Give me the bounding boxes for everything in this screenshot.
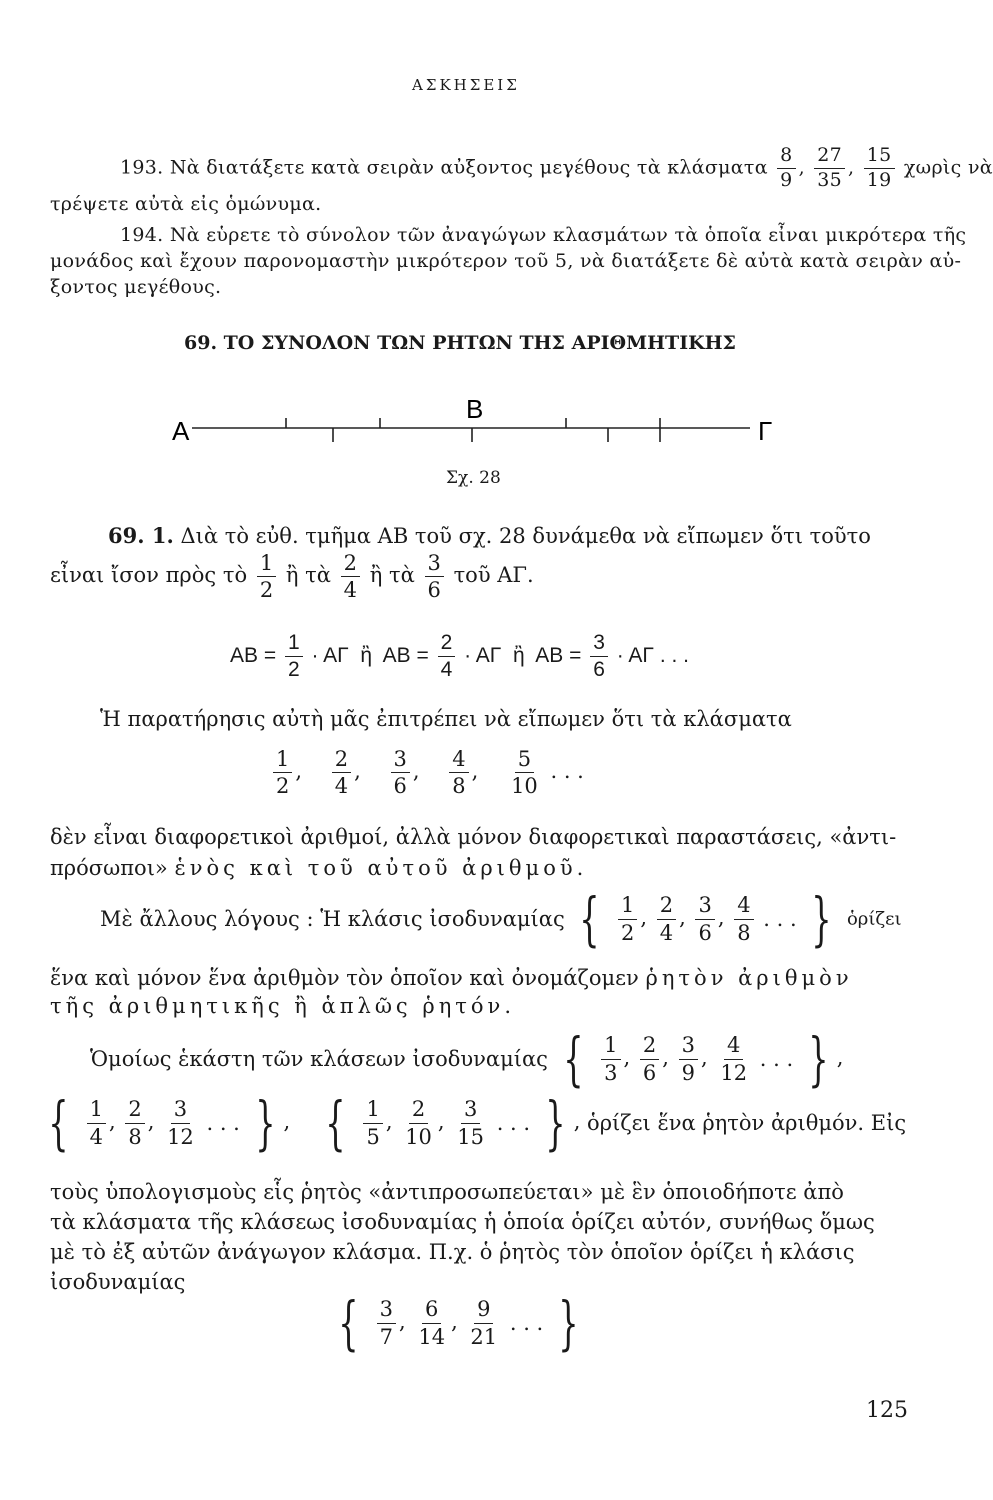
right-brace: }: [808, 1025, 829, 1093]
fraction: $\frac{1}{4}$: [87, 1098, 106, 1147]
paragraph-computations-line3: μὲ τὸ ἐξ αὐτῶν ἀνάγωγον κλάσμα. Π.χ. ὁ ῥητὸς τὸν ὁποῖον ὁρίζει ἡ κλάσις: [50, 1240, 855, 1264]
fraction: $\frac{4}{8}$: [734, 894, 753, 943]
fraction: $\frac{8}{9}$: [777, 146, 795, 191]
figure-caption: Σχ. 28: [446, 468, 501, 488]
fraction: $\frac{9}{21}$: [470, 1297, 498, 1349]
paragraph-69-1-line2: εἶναι ἴσον πρὸς τὸ $\frac{1}{2}$ ἢ τὰ $\frac{2}{4}$ ἢ τὰ $\frac{3}{6}$ τοῦ ΑΓ.: [50, 551, 534, 603]
paragraph-similarly: Ὁμοίως ἑκάστη τῶν κλάσεων ἰσοδυναμίας { $\frac{1}{3}$ , $\frac{2}{6}$ , $\frac{3}{9}$ , $\frac{4}{12}$ . . . } ,: [90, 1025, 844, 1093]
final-set: { $\frac{3}{7}$ , $\frac{6}{14}$ , $\frac{9}{21}$ . . . }: [338, 1289, 579, 1357]
right-brace: }: [254, 1089, 276, 1157]
fraction-series: $\frac{1}{2}$ , $\frac{2}{4}$ , $\frac{3}{6}$ , $\frac{4}{8}$ , $\frac{5}{10}$ . . .: [270, 748, 584, 797]
fraction: $\frac{3}{12}$: [167, 1097, 194, 1149]
fraction: $\frac{2}{4}$: [341, 552, 360, 601]
exercise-194-line1: 194. Νὰ εὑρετε τὸ σύνολον τῶν ἀναγώγων κλασμάτων τὰ ὁποῖα εἶναι μικρότερα τῆς: [120, 224, 967, 246]
page-number: 125: [866, 1398, 908, 1423]
figure-label-g: Γ: [758, 416, 773, 446]
fraction: $\frac{2}{4}$: [332, 748, 351, 797]
paragraph-computations-line2: τὰ κλάσματα τῆς κλάσεως ἰσοδυναμίας ἡ ὁποία ὁρίζει αὐτόν, συνήθως ὅμως: [50, 1210, 875, 1234]
paragraph-number: 69. 1.: [108, 523, 174, 548]
fraction: $\frac{3}{6}$: [391, 748, 410, 797]
exercise-194-line2: μονάδος καὶ ἔχουν παρονομαστὴν μικρότερον τοῦ 5, νὰ διατάξετε δὲ αὐτὰ κατὰ σειρὰν αὐ-: [50, 250, 962, 272]
equation-ab: ΑΒ = $\frac{1}{2}$ · ΑΓ ἢ ΑΒ = $\frac{2}{4}$ · ΑΓ ἢ ΑΒ = $\frac{3}{6}$ · ΑΓ . . .: [230, 631, 689, 682]
paragraph-equivalence-line3: τῆς ἀριθμητικῆς ἢ ἁπλῶς ῥητόν.: [50, 994, 516, 1018]
fraction: $\frac{15}{19}$: [864, 146, 895, 191]
fraction: $\frac{2}{6}$: [640, 1034, 659, 1083]
page-header: ΑΣΚΗΣΕΙΣ: [412, 76, 520, 94]
section-title: 69. ΤΟ ΣΥΝΟΛΟΝ ΤΩΝ ΡΗΤΩΝ ΤΗΣ ΑΡΙΘΜΗΤΙΚΗΣ: [184, 332, 736, 354]
figure-label-a: Α: [172, 416, 190, 446]
fraction: $\frac{1}{2}$: [618, 894, 637, 943]
fraction: $\frac{2}{8}$: [125, 1098, 144, 1147]
fraction: $\frac{1}{3}$: [601, 1034, 620, 1083]
fraction: $\frac{1}{2}$: [257, 552, 276, 601]
paragraph-representatives-line2: πρόσωποι» ἑνὸς καὶ τοῦ αὐτοῦ ἀριθμοῦ.: [50, 856, 588, 880]
fraction: $\frac{3}{6}$: [695, 894, 714, 943]
paragraph-computations-line4: ἰσοδυναμίας: [50, 1270, 186, 1294]
figure-label-b: Β: [466, 394, 484, 424]
paragraph-representatives-line1: δὲν εἶναι διαφορετικοὶ ἀριθμοί, ἀλλὰ μόνον διαφορετικαὶ παραστάσεις, «ἀντι-: [50, 825, 897, 849]
fraction: $\frac{3}{6}$: [425, 552, 444, 601]
fraction: $\frac{3}{15}$: [457, 1097, 485, 1149]
right-brace: }: [811, 885, 832, 953]
fraction: $\frac{5}{10}$: [511, 747, 538, 799]
fraction: $\frac{27}{35}$: [814, 146, 845, 191]
left-brace: {: [325, 1089, 346, 1157]
exercise-193: 193. Νὰ διατάξετε κατὰ σειρὰν αὐξοντος μεγέθους τὰ κλάσματα $\frac{8}{9}$ , $\frac{27}{35}$ , $\frac{15}{19}$ χωρὶς νὰ: [120, 144, 993, 191]
right-brace: }: [558, 1289, 579, 1357]
paragraph-similarly-sets: { $\frac{1}{4}$ , $\frac{2}{8}$ , $\frac{3}{12}$ . . . } , { $\frac{1}{5}$ , $\frac{2}{10}$ , $\frac{3}{15}$ . . . } , ὁρίζει ἕνα ῥητὸν ἀριθμόν. Εἰς: [48, 1089, 907, 1157]
fraction: $\frac{1}{2}$: [273, 748, 292, 797]
paragraph-equivalence-class: Μὲ ἄλλους λόγους : Ἡ κλάσις ἰσοδυναμίας { $\frac{1}{2}$ , $\frac{2}{4}$ , $\frac{3}{6}$ , $\frac{4}{8}$ . . . } ὁρίζει: [100, 885, 902, 953]
paragraph-equivalence-line2: ἕνα καὶ μόνον ἕνα ἀριθμὸν τὸν ὁποῖον καὶ ὀνομάζομεν ῥητὸν ἀριθμὸν: [50, 966, 853, 990]
fraction: $\frac{3}{7}$: [377, 1298, 396, 1347]
left-brace: {: [579, 885, 601, 953]
figure-28: [160, 390, 790, 460]
fraction: $\frac{2}{10}$: [405, 1097, 432, 1149]
right-brace: }: [545, 1089, 566, 1157]
left-brace: {: [48, 1089, 69, 1157]
fraction: $\frac{6}{14}$: [418, 1297, 446, 1349]
fraction: $\frac{4}{8}$: [449, 748, 468, 797]
left-brace: {: [338, 1289, 359, 1357]
paragraph-69-1: 69. 1. Διὰ τὸ εὐθ. τμῆμα ΑΒ τοῦ σχ. 28 δυνάμεθα νὰ εἴπωμεν ὅτι τοῦτο: [108, 523, 871, 548]
fraction: $\frac{3}{6}$: [590, 632, 608, 681]
fraction: $\frac{4}{12}$: [720, 1033, 748, 1085]
paragraph-observation: Ἡ παρατήρησις αὐτὴ μᾶς ἐπιτρέπει νὰ εἴπωμεν ὅτι τὰ κλάσματα: [100, 707, 792, 731]
paragraph-computations-line1: τοὺς ὑπολογισμοὺς εἷς ῥητὸς «ἀντιπροσωπεύεται» μὲ ἓν ὁποιοδήποτε ἀπὸ: [50, 1180, 844, 1204]
exercise-194-line3: ξοντος μεγέθους.: [50, 276, 222, 298]
exercise-193-line2: τρέψετε αὐτὰ εἰς ὁμώνυμα.: [50, 193, 322, 215]
fraction: $\frac{2}{4}$: [438, 632, 456, 681]
fraction: $\frac{1}{2}$: [285, 632, 303, 681]
fraction: $\frac{2}{4}$: [657, 894, 676, 943]
fraction: $\frac{1}{5}$: [363, 1098, 382, 1147]
fraction: $\frac{3}{9}$: [679, 1034, 698, 1083]
left-brace: {: [562, 1025, 584, 1093]
